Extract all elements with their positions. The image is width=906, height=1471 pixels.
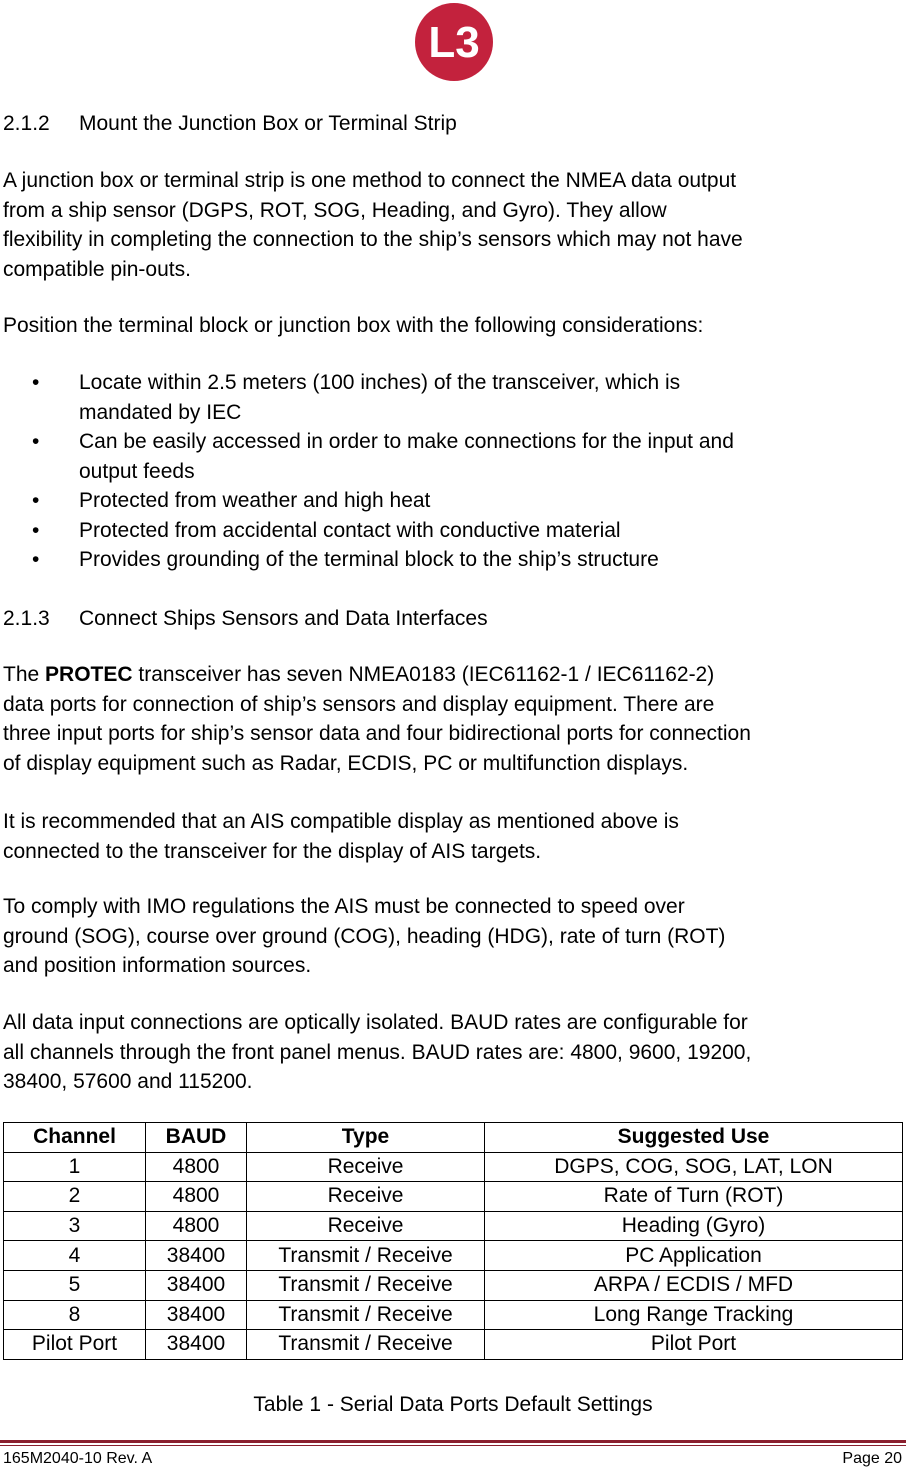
table-cell: 38400 [146, 1330, 247, 1360]
table-cell: Long Range Tracking [485, 1300, 903, 1330]
list-item-text: Protected from accidental contact with conductive material [79, 518, 621, 542]
table-cell: Receive [247, 1182, 485, 1212]
section-title: Mount the Junction Box or Terminal Strip [79, 112, 457, 135]
text-line: all channels through the front panel menus. BAUD rates are: 4800, 9600, 19200, [3, 1040, 752, 1064]
text-line: and position information sources. [3, 954, 312, 977]
list-item-text: Locate within 2.5 meters (100 inches) of the transceiver, which is [79, 371, 681, 394]
table-row [4, 1300, 903, 1330]
table-cell: 4 [4, 1241, 146, 1271]
table-row [4, 1330, 903, 1360]
table-cell: 8 [4, 1300, 146, 1330]
list-item [0, 545, 900, 575]
table-cell: Receive [247, 1152, 485, 1182]
table-cell: Transmit / Receive [247, 1270, 485, 1300]
list-item [0, 516, 900, 546]
list-item [0, 486, 900, 516]
table-row [4, 1211, 903, 1241]
considerations-list [0, 368, 900, 575]
table-cell: Pilot Port [485, 1330, 903, 1360]
bullet-icon: • [32, 371, 40, 394]
section-number: 2.1.2 [3, 112, 50, 135]
text-run: The [3, 663, 46, 686]
text-run: transceiver has seven NMEA0183 (IEC61162-1 / IEC61162-2) [132, 663, 715, 686]
bullet-icon: • [32, 489, 40, 512]
table-cell: DGPS, COG, SOG, LAT, LON [485, 1152, 903, 1182]
list-item-text: Protected from weather and high heat [79, 489, 431, 512]
table-cell: 4800 [146, 1152, 247, 1182]
column-header: Type [247, 1123, 485, 1153]
protec-paragraph [3, 660, 903, 778]
table-cell: 3 [4, 1211, 146, 1241]
brand-name: PROTEC [45, 663, 133, 686]
text-line: three input ports for ship’s sensor data and four bidirectional ports for connection [3, 722, 751, 745]
list-item-text: Can be easily accessed in order to make connections for the input and [79, 430, 734, 453]
list-item-text: Provides grounding of the terminal block to the ship’s structure [79, 548, 659, 571]
table-cell: 1 [4, 1152, 146, 1182]
table-cell: Receive [247, 1211, 485, 1241]
text-line: It is recommended that an AIS compatible display as mentioned above is [3, 810, 679, 833]
column-header: Channel [4, 1123, 146, 1153]
table-cell: 38400 [146, 1300, 247, 1330]
table-cell: Pilot Port [4, 1330, 146, 1360]
text-line: of display equipment such as Radar, ECDIS, PC or multifunction displays. [3, 751, 689, 775]
display-paragraph [3, 807, 903, 866]
text-line: ground (SOG), course over ground (COG), heading (HDG), rate of turn (ROT) [3, 924, 726, 948]
table-cell: 2 [4, 1182, 146, 1212]
section-title: Connect Ships Sensors and Data Interfaces [79, 607, 488, 630]
section-heading-2-1-2 [3, 110, 457, 138]
bullet-icon: • [32, 548, 40, 571]
text-line: 38400, 57600 and 115200. [3, 1070, 253, 1093]
table-row [4, 1152, 903, 1182]
table-cell: Transmit / Receive [247, 1330, 485, 1360]
serial-ports-table [3, 1122, 903, 1360]
text-line: compatible pin-outs. [3, 257, 191, 281]
table-cell: 38400 [146, 1270, 247, 1300]
bullet-icon: • [32, 518, 40, 542]
text-line [3, 660, 903, 690]
list-item-text: mandated by IEC [79, 400, 242, 424]
section-number: 2.1.3 [3, 607, 50, 630]
list-item [0, 368, 900, 427]
table-cell: Rate of Turn (ROT) [485, 1182, 903, 1212]
considerations-intro: Position the terminal block or junction box with the following considerations: [3, 314, 704, 337]
table-cell: Transmit / Receive [247, 1241, 485, 1271]
table-row [4, 1241, 903, 1271]
table-cell: ARPA / ECDIS / MFD [485, 1270, 903, 1300]
l3-logo [414, 2, 494, 82]
bullet-icon: • [32, 430, 40, 453]
section-heading-2-1-3 [3, 605, 488, 633]
table-cell: Transmit / Receive [247, 1300, 485, 1330]
table-cell: Heading (Gyro) [485, 1211, 903, 1241]
table-cell: 4800 [146, 1211, 247, 1241]
intro-paragraph [3, 166, 903, 284]
text-line: data ports for connection of ship’s sensors and display equipment. There are [3, 692, 715, 716]
column-header: BAUD [146, 1123, 247, 1153]
list-item [0, 427, 900, 486]
text-line: from a ship sensor (DGPS, ROT, SOG, Heading, and Gyro). They allow [3, 198, 667, 222]
text-line: flexibility in completing the connection to the ship’s sensors which may not have [3, 228, 743, 251]
text-line: To comply with IMO regulations the AIS must be connected to speed over [3, 895, 685, 918]
text-line: connected to the transceiver for the display of AIS targets. [3, 839, 542, 863]
column-header: Suggested Use [485, 1123, 903, 1153]
logo-text: L3 [428, 18, 480, 67]
document-id: 165M2040-10 Rev. A [3, 1450, 153, 1467]
table-cell: 4800 [146, 1182, 247, 1212]
table-cell: PC Application [485, 1241, 903, 1271]
table-row [4, 1182, 903, 1212]
footer-divider [0, 1445, 906, 1446]
imo-paragraph [3, 892, 903, 981]
text-line: All data input connections are optically isolated. BAUD rates are configurable for [3, 1011, 748, 1034]
table-row [4, 1270, 903, 1300]
text-line: A junction box or terminal strip is one method to connect the NMEA data output [3, 169, 737, 192]
list-item-text: output feeds [79, 459, 195, 483]
table-header-row [4, 1123, 903, 1153]
table-caption: Table 1 - Serial Data Ports Default Settings [253, 1393, 653, 1416]
page-number: Page 20 [842, 1450, 902, 1467]
table-cell: 38400 [146, 1241, 247, 1271]
footer-divider [0, 1440, 906, 1443]
baud-paragraph [3, 1008, 903, 1097]
table-cell: 5 [4, 1270, 146, 1300]
